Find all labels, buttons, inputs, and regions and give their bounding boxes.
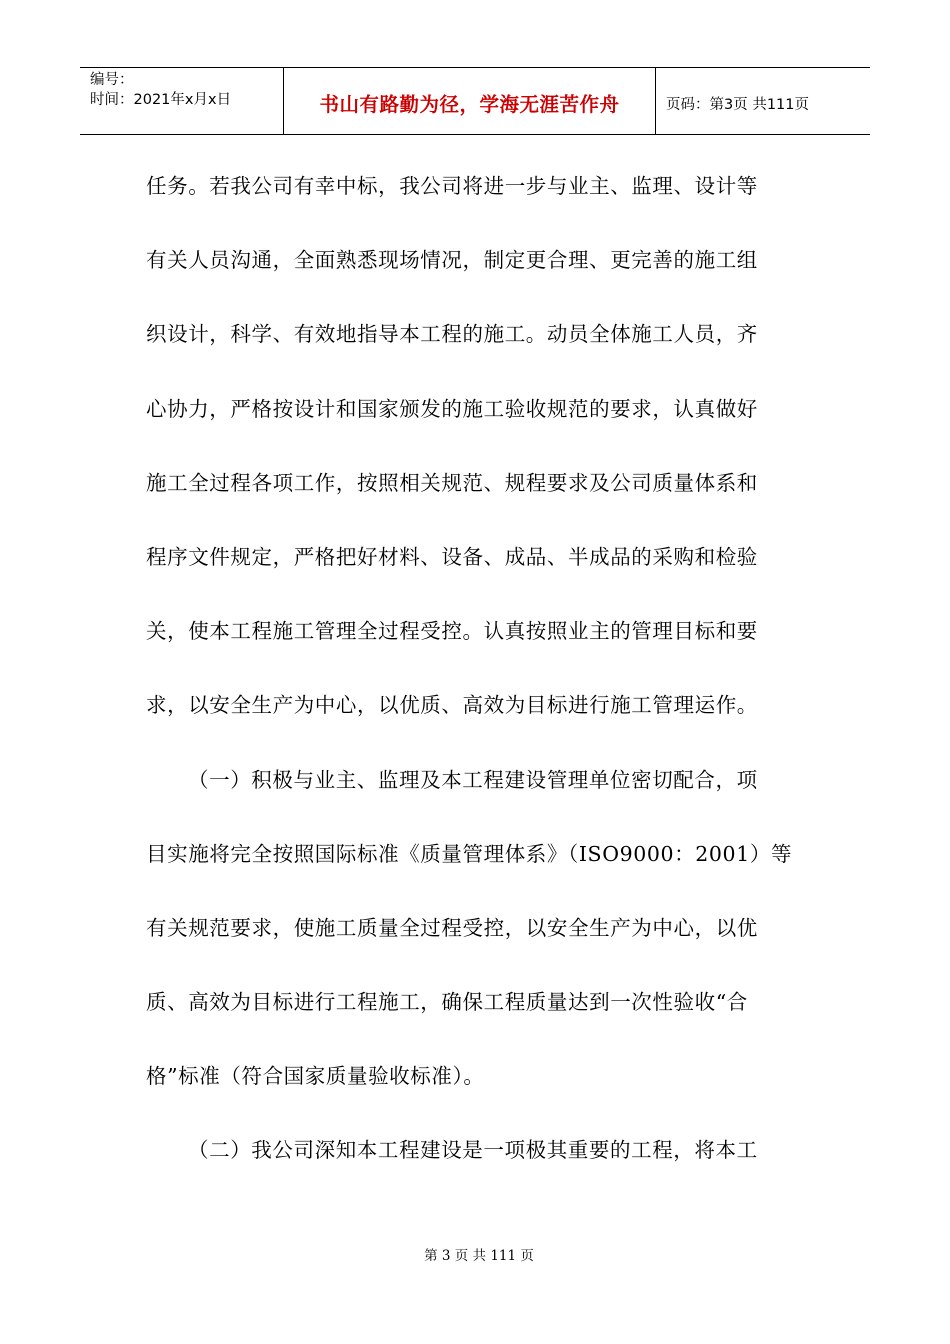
body-line: 心协力，严格按设计和国家颁发的施工验收规范的要求，认真做好	[146, 396, 758, 421]
page-footer	[0, 1244, 950, 1264]
header-motto: 书山有路勤为径，学海无涯苦作舟	[319, 93, 620, 116]
document-body	[146, 160, 814, 1199]
body-line: 织设计，科学、有效地指导本工程的施工。动员全体施工人员，齐	[146, 322, 758, 347]
document-time-label: 时间：2021年x月x日	[90, 92, 232, 108]
header-page-info-cell	[656, 68, 870, 134]
document-number-label: 编号：	[90, 72, 134, 88]
body-line: 质、高效为目标进行工程施工，确保工程质量达到一次性验收“合	[146, 990, 748, 1015]
body-line: 求，以安全生产为中心，以优质、高效为目标进行施工管理运作。	[146, 693, 758, 718]
paragraph-1-start: （一）积极与业主、监理及本工程建设管理单位密切配合，项	[188, 767, 758, 792]
header-meta	[80, 68, 283, 134]
body-line: 有关规范要求，使施工质量全过程受控，以安全生产为中心，以优	[146, 915, 758, 940]
header-page-info: 页码：第3页 共111页	[666, 96, 810, 113]
footer-page-number: 第 3 页 共 111 页	[424, 1248, 534, 1264]
body-line: 关，使本工程施工管理全过程受控。认真按照业主的管理目标和要	[146, 619, 758, 644]
body-line: 格”标准（符合国家质量验收标准）。	[146, 1064, 485, 1089]
page-header	[80, 67, 870, 135]
body-line: 有关人员沟通，全面熟悉现场情况，制定更合理、更完善的施工组	[146, 248, 758, 273]
body-line: 施工全过程各项工作，按照相关规范、规程要求及公司质量体系和	[146, 470, 758, 495]
body-line: 任务。若我公司有幸中标，我公司将进一步与业主、监理、设计等	[146, 174, 758, 198]
paragraph-2-start: （二）我公司深知本工程建设是一项极其重要的工程，将本工	[188, 1138, 758, 1163]
body-line: 程序文件规定，严格把好材料、设备、成品、半成品的采购和检验	[146, 544, 758, 569]
body-line: 目实施将完全按照国际标准《质量管理体系》（ISO9000：2001）等	[146, 841, 793, 866]
header-motto-cell	[283, 68, 656, 134]
